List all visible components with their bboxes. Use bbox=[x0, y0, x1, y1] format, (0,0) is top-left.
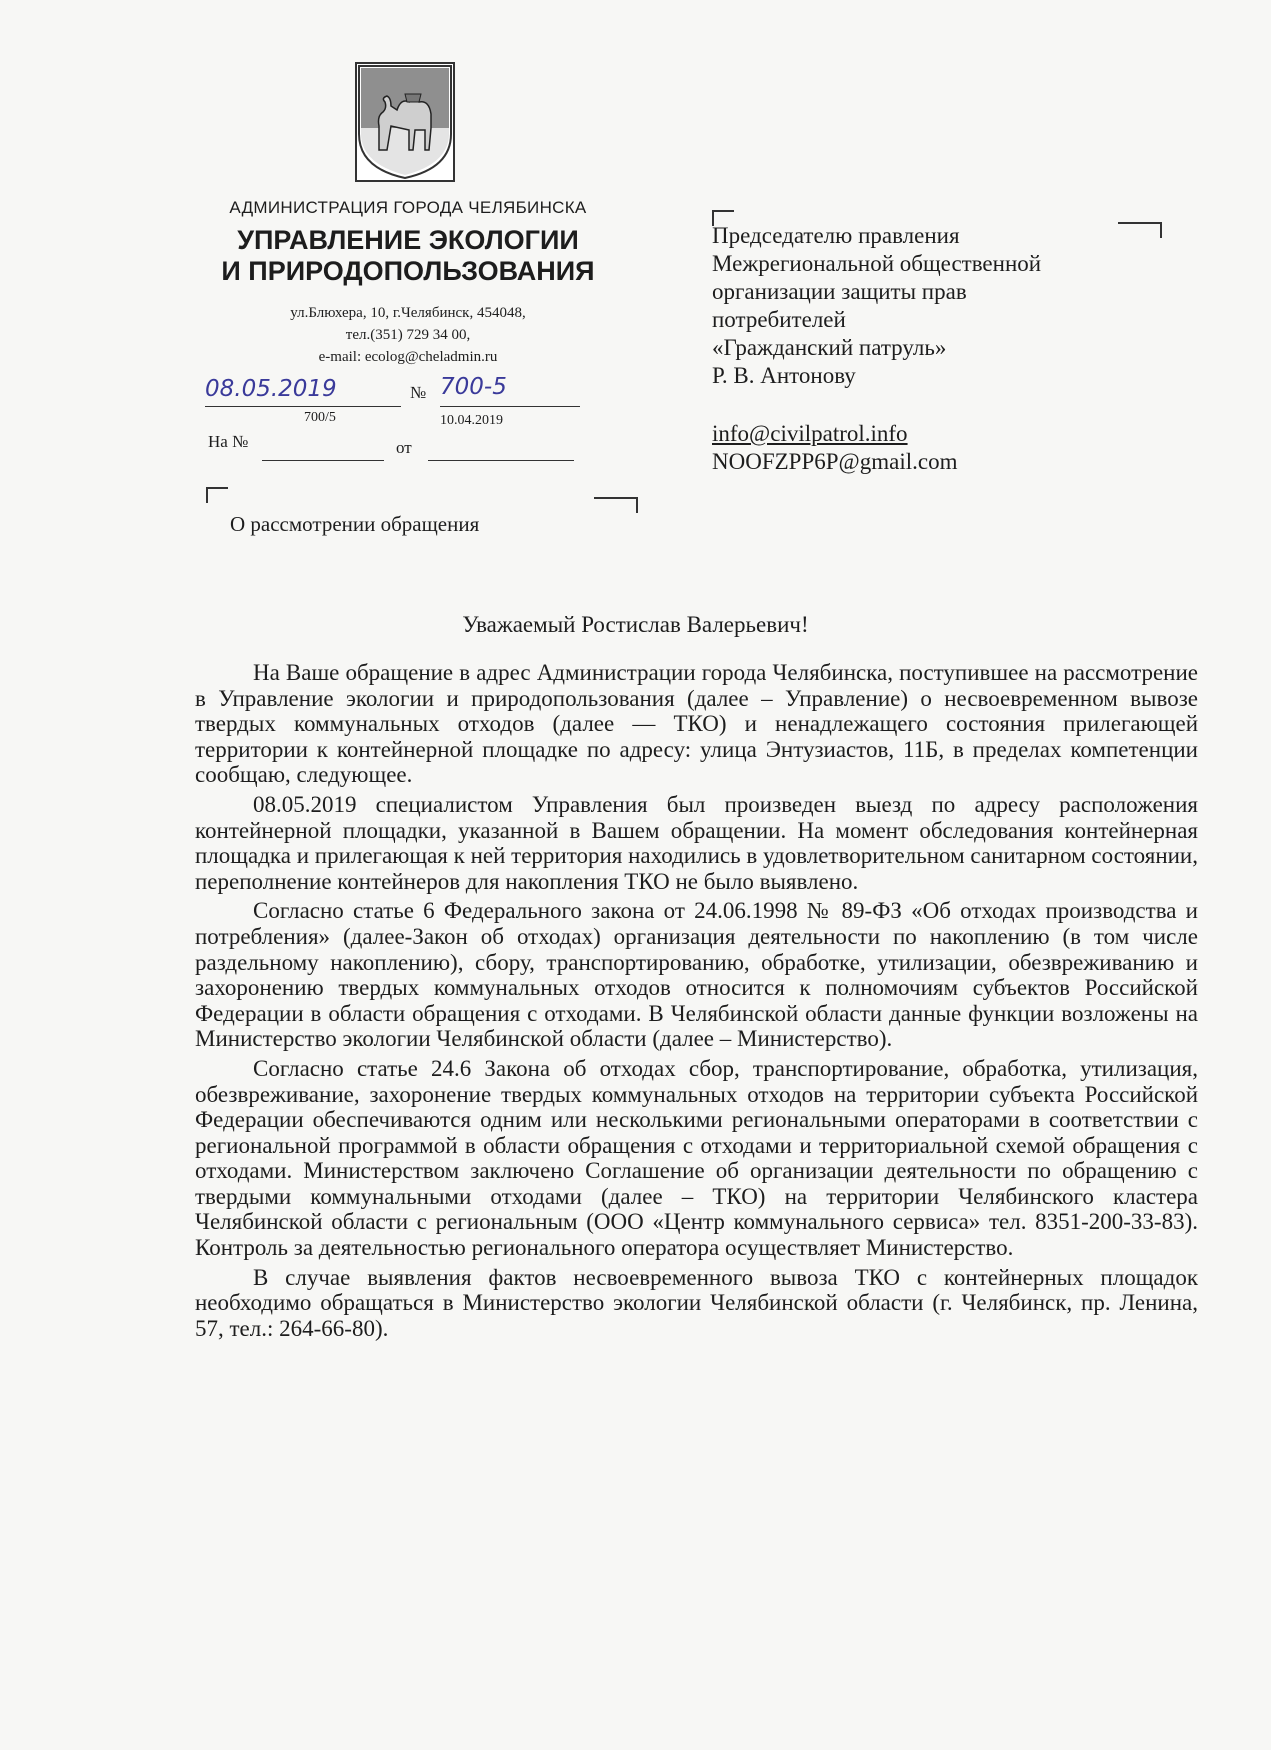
addressee-line-3: организации защиты прав bbox=[712, 279, 967, 304]
org-email: e-mail: ecolog@cheladmin.ru bbox=[318, 349, 498, 365]
addressee-email-2[interactable]: NOOFZPP6P@gmail.com bbox=[712, 449, 958, 474]
org-admin-line: АДМИНИСТРАЦИЯ ГОРОДА ЧЕЛЯБИНСКА bbox=[229, 198, 587, 217]
addressee-line-5: «Гражданский патруль» bbox=[712, 335, 947, 360]
addressee-line-1: Председателю правления bbox=[712, 223, 960, 248]
salutation: Уважаемый Ростислав Валерьевич! bbox=[462, 612, 809, 637]
body-paragraph-1: На Ваше обращение в адрес Администрации города Челябинска, поступившее на рассмотрение в Управление экологии и природопользования (далее – Управление) о несвоевременном вывозе твердых коммунальных отходов (далее — ТКО) и ненадлежащего состояния прилегающей территории к контейнерной площадке по адресу: улица Энтузиастов, 11Б, в пределах компетенции сообщаю, следующее. bbox=[195, 660, 1198, 788]
addressee-block bbox=[712, 222, 1132, 476]
letter-body bbox=[195, 660, 1198, 1345]
subject-corner-left bbox=[206, 487, 228, 503]
org-department-name bbox=[200, 225, 616, 287]
ref-from-label: от bbox=[396, 438, 412, 457]
addressee-line-4: потребителей bbox=[712, 307, 846, 332]
dept-line-2: И ПРИРОДОПОЛЬЗОВАНИЯ bbox=[221, 256, 595, 286]
reg-date-handwritten: 08.05.2019 bbox=[205, 376, 401, 407]
ref-number-label: На № bbox=[208, 432, 249, 451]
body-paragraph-5: В случае выявления фактов несвоевременного вывоза ТКО с контейнерных площадок необходимо обращаться в Министерство экологии Челябинской области (г. Челябинск, пр. Ленина, 57, тел.: 264-66-80). bbox=[195, 1264, 1198, 1341]
org-address: ул.Блюхера, 10, г.Челябинск, 454048, bbox=[290, 305, 526, 321]
ref-number-line bbox=[262, 450, 384, 461]
ref-date-line bbox=[428, 450, 574, 461]
body-paragraph-2: 08.05.2019 специалистом Управления был произведен выезд по адресу расположения контейнерной площадки, указанной в Вашем обращении. На момент обследования контейнерная площадка и прилегающая к ней территория находились в удовлетворительном санитарном состоянии, переполнение контейнеров для накопления ТКО не было выявлено. bbox=[195, 791, 1198, 894]
reg-date-printed: 10.04.2019 bbox=[440, 413, 503, 428]
body-paragraph-4: Согласно статье 24.6 Закона об отходах сбор, транспортирование, обработка, утилизация, обезвреживание, захоронение твердых коммунальных отходов на территории субъекта Российской Федерации обеспечиваются одним или несколькими региональными операторами в соответствии с региональной программой в области обращения с отходами и территориальной схемой обращения с отходами. Министерством заключено Соглашение об организации деятельности по обращению с твердыми коммунальными отходами (далее – ТКО) на территории Челябинского кластера Челябинской области с региональным (ООО «Центр коммунального сервиса» тел. 8351-200-33-83). Контроль за деятельностью регионального оператора осуществляет Министерство. bbox=[195, 1055, 1198, 1261]
subject-corner-right bbox=[594, 497, 638, 513]
reg-number-printed: 700/5 bbox=[304, 410, 336, 425]
addressee-line-2: Межрегиональной общественной bbox=[712, 251, 1042, 276]
org-phone: тел.(351) 729 34 00, bbox=[345, 327, 471, 343]
addressee-line-6: Р. В. Антонову bbox=[712, 363, 856, 388]
camel-emblem-icon bbox=[355, 62, 455, 182]
addressee-email-1[interactable]: info@civilpatrol.info bbox=[712, 421, 908, 446]
reg-number-handwritten: 700-5 bbox=[440, 374, 580, 407]
dept-line-1: УПРАВЛЕНИЕ ЭКОЛОГИИ bbox=[237, 225, 579, 255]
org-contacts bbox=[230, 302, 586, 368]
reg-number-label: № bbox=[410, 383, 427, 402]
body-paragraph-3: Согласно статье 6 Федерального закона от 24.06.1998 № 89-ФЗ «Об отходах производства и потребления» (далее-Закон об отходах) организация деятельности по накоплению (в том числе раздельному накоплению), сбору, транспортированию, обработке, утилизации, обезвреживанию и захоронению твердых коммунальных отходов относится к полномочиям субъектов Российской Федерации в области обращения с отходами. В Челябинской области данные функции возложены на Министерство экологии Челябинской области (далее – Министерство). bbox=[195, 898, 1198, 1052]
letter-subject: О рассмотрении обращения bbox=[230, 512, 480, 536]
